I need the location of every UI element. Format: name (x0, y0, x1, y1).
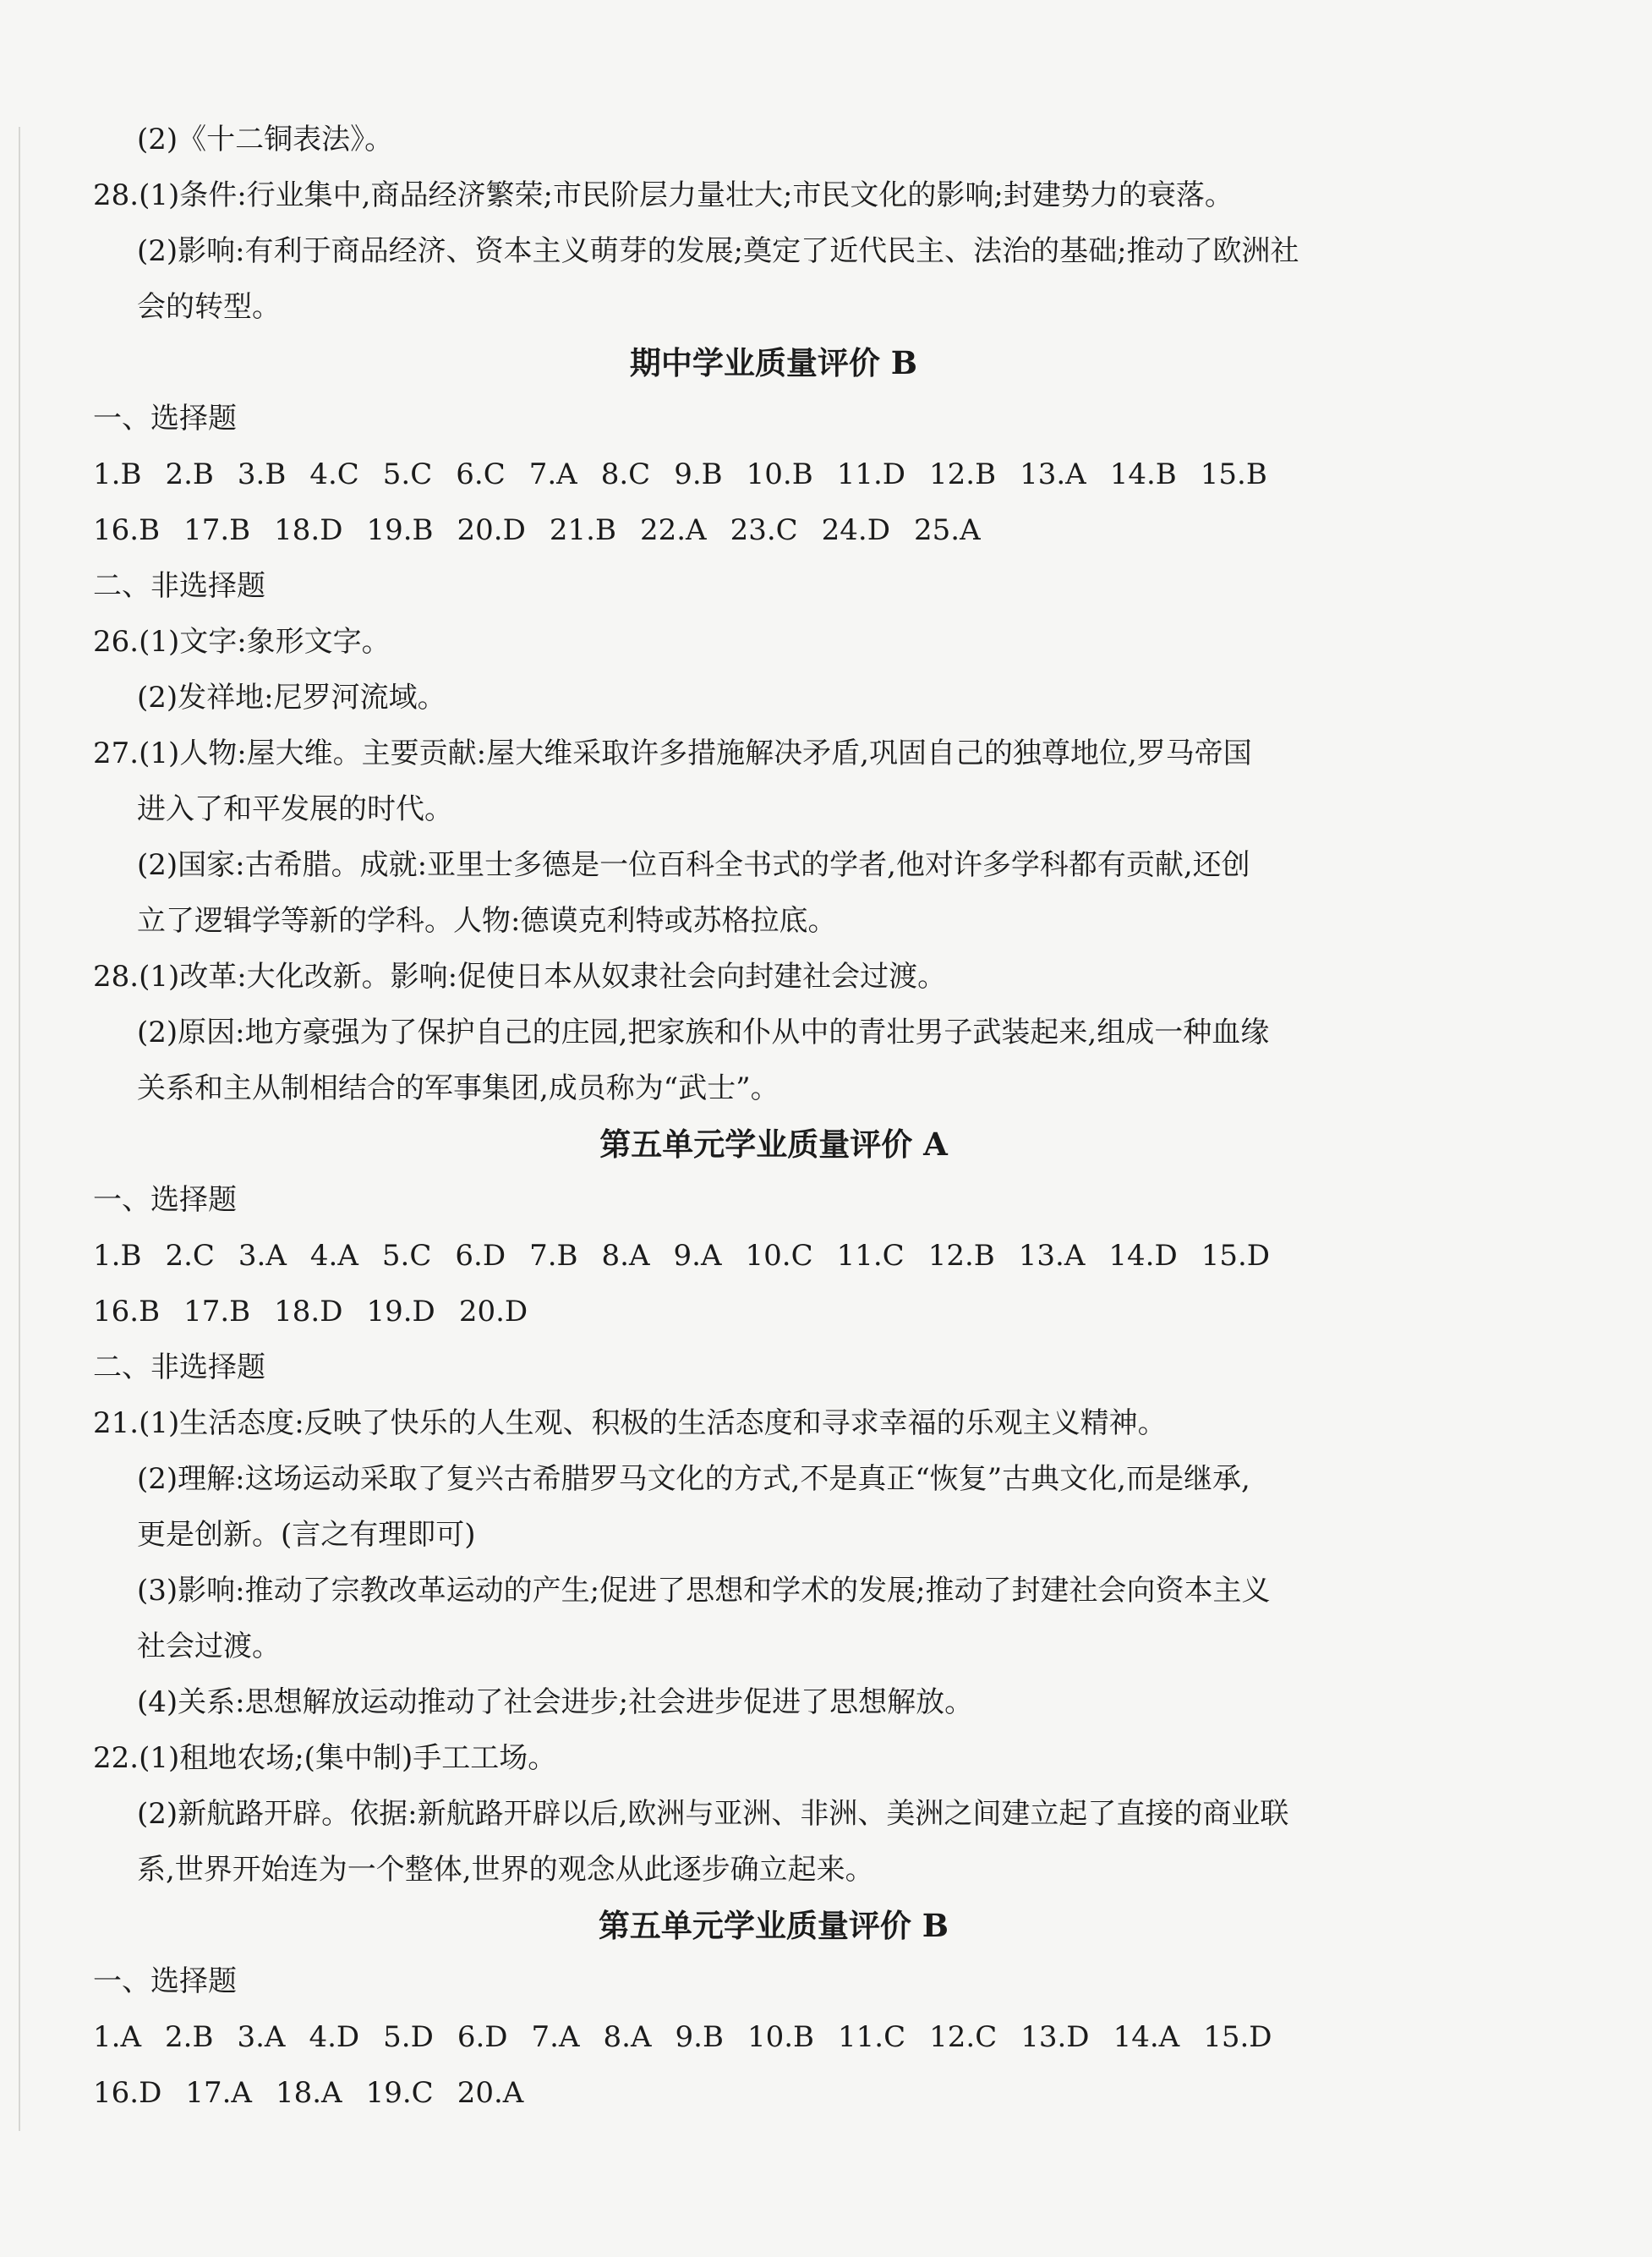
answer-item: 10.B (747, 2020, 815, 2054)
answer-item: 25.A (914, 513, 981, 547)
answer-item: 22.A (639, 513, 707, 547)
text-line: 关系和主从制相结合的军事集团,成员称为“武士”。 (137, 1071, 780, 1105)
answer-item: 17.B (183, 513, 251, 547)
answer-item: 12.B (927, 1239, 995, 1273)
answer-item: 18.A (275, 2076, 342, 2110)
answer-item: 2.B (165, 457, 214, 491)
text-line: 27.(1)人物:屋大维。主要贡献:屋大维采取许多措施解决矛盾,巩固自己的独尊地位,罗马帝国 (93, 737, 1252, 770)
answer-item: 15.D (1203, 2020, 1272, 2054)
text-line: 26.(1)文字:象形文字。 (93, 625, 391, 659)
text-line: 21.(1)生活态度:反映了快乐的人生观、积极的生活态度和寻求幸福的乐观主义精神。 (93, 1406, 1167, 1440)
answer-item: 17.A (185, 2076, 252, 2110)
answer-item: 18.D (274, 513, 343, 547)
answer-item: 18.D (274, 1295, 343, 1328)
text-line: (2)《十二铜表法》。 (137, 123, 394, 156)
left-margin-rule (19, 127, 20, 2131)
answer-item: 17.B (183, 1295, 251, 1328)
answer-item: 2.B (165, 2020, 214, 2054)
answer-item: 20.D (457, 513, 526, 547)
text-line: 社会过渡。 (137, 1630, 281, 1663)
answer-item: 14.D (1108, 1239, 1178, 1273)
answer-item: 9.A (673, 1239, 722, 1273)
text-line: 更是创新。(言之有理即可) (137, 1518, 476, 1552)
answer-item: 12.C (929, 2020, 998, 2054)
answer-item: 16.B (93, 1295, 161, 1328)
answer-item: 11.C (836, 1239, 905, 1273)
answer-item: 11.D (836, 457, 906, 491)
text-line: (2)国家:古希腊。成就:亚里士多德是一位百科全书式的学者,他对许多学科都有贡献,还创 (137, 848, 1250, 882)
text-line: (2)影响:有利于商品经济、资本主义萌芽的发展;奠定了近代民主、法治的基础;推动了欧洲社 (137, 234, 1299, 268)
nonchoice-label: 二、非选择题 (93, 569, 265, 603)
answer-row (93, 1228, 1454, 1284)
text-line: 28.(1)改革:大化改新。影响:促使日本从奴隶社会向封建社会过渡。 (93, 960, 947, 994)
answer-item: 11.C (838, 2020, 906, 2054)
answer-item: 20.D (458, 1295, 528, 1328)
nonchoice-label: 二、非选择题 (93, 1350, 265, 1384)
text-line: 立了逻辑学等新的学科。人物:德谟克利特或苏格拉底。 (137, 904, 837, 938)
answer-item: 8.A (603, 2020, 652, 2054)
answer-row (93, 502, 1454, 558)
answer-item: 8.A (601, 1239, 650, 1273)
answer-item: 5.C (381, 1239, 432, 1273)
answer-item: 9.B (674, 457, 723, 491)
text-line: (2)发祥地:尼罗河流域。 (137, 681, 446, 715)
text-line: (2)新航路开辟。依据:新航路开辟以后,欧洲与亚洲、非洲、美洲之间建立起了直接的商业联 (137, 1797, 1289, 1831)
section-title: 第五单元学业质量评价 A (599, 1126, 948, 1163)
text-line: 28.(1)条件:行业集中,商品经济繁荣;市民阶层力量壮大;市民文化的影响;封建势力的衰落。 (93, 178, 1234, 212)
answer-item: 13.A (1020, 457, 1086, 491)
text-line: 系,世界开始连为一个整体,世界的观念从此逐步确立起来。 (137, 1853, 874, 1887)
answer-page (93, 112, 1454, 2121)
answer-item: 5.D (383, 2020, 434, 2054)
answer-item: 7.B (529, 1239, 578, 1273)
text-line: (2)理解:这场运动采取了复兴古希腊罗马文化的方式,不是真正“恢复”古典文化,而是继承, (137, 1462, 1250, 1496)
text-line: 进入了和平发展的时代。 (137, 792, 453, 826)
answer-row (93, 2065, 1454, 2121)
answer-item: 19.D (366, 1295, 435, 1328)
answer-item: 10.B (746, 457, 813, 491)
answer-item: 1.B (93, 1239, 142, 1273)
text-line: (2)原因:地方豪强为了保护自己的庄园,把家族和仆从中的青壮男子武装起来,组成一种血缘 (137, 1016, 1270, 1049)
answer-item: 12.B (929, 457, 997, 491)
answer-item: 16.D (93, 2076, 162, 2110)
answer-item: 6.C (456, 457, 506, 491)
answer-item: 7.A (531, 2020, 580, 2054)
answer-item: 5.C (382, 457, 433, 491)
answer-item: 3.A (237, 2020, 286, 2054)
answer-item: 8.C (600, 457, 651, 491)
answer-item: 10.C (745, 1239, 813, 1273)
answer-item: 15.B (1200, 457, 1267, 491)
answer-row (93, 1284, 1454, 1339)
answer-item: 14.A (1113, 2020, 1180, 2054)
answer-item: 19.B (366, 513, 434, 547)
answer-item: 24.D (821, 513, 890, 547)
section-title: 第五单元学业质量评价 B (598, 1907, 949, 1944)
answer-item: 19.C (365, 2076, 434, 2110)
answer-item: 13.D (1020, 2020, 1090, 2054)
answer-item: 2.C (165, 1239, 215, 1273)
answer-row (93, 2009, 1454, 2065)
text-line: (3)影响:推动了宗教改革运动的产生;促进了思想和学术的发展;推动了封建社会向资本主义 (137, 1574, 1271, 1608)
answer-row (93, 446, 1454, 502)
answer-item: 15.D (1201, 1239, 1271, 1273)
answer-item: 4.A (309, 1239, 358, 1273)
answer-item: 3.B (237, 457, 287, 491)
answer-item: 1.B (93, 457, 142, 491)
answer-item: 9.B (675, 2020, 724, 2054)
answer-item: 23.C (730, 513, 798, 547)
text-line: 会的转型。 (137, 290, 281, 324)
answer-item: 7.A (528, 457, 577, 491)
answer-item: 13.A (1018, 1239, 1086, 1273)
text-line: (4)关系:思想解放运动推动了社会进步;社会进步促进了思想解放。 (137, 1685, 974, 1719)
text-line: 22.(1)租地农场;(集中制)手工工场。 (93, 1741, 557, 1775)
answer-item: 20.A (457, 2076, 524, 2110)
answer-item: 16.B (93, 513, 161, 547)
answer-item: 4.C (309, 457, 359, 491)
answer-item: 3.A (238, 1239, 287, 1273)
choice-label: 一、选择题 (93, 1964, 237, 1998)
answer-item: 6.D (455, 1239, 506, 1273)
answer-item: 1.A (93, 2020, 141, 2054)
choice-label: 一、选择题 (93, 1183, 237, 1217)
answer-item: 21.B (549, 513, 616, 547)
section-title: 期中学业质量评价 B (629, 344, 918, 381)
answer-item: 4.D (309, 2020, 360, 2054)
choice-label: 一、选择题 (93, 402, 237, 436)
answer-item: 14.B (1109, 457, 1177, 491)
answer-item: 6.D (457, 2020, 508, 2054)
